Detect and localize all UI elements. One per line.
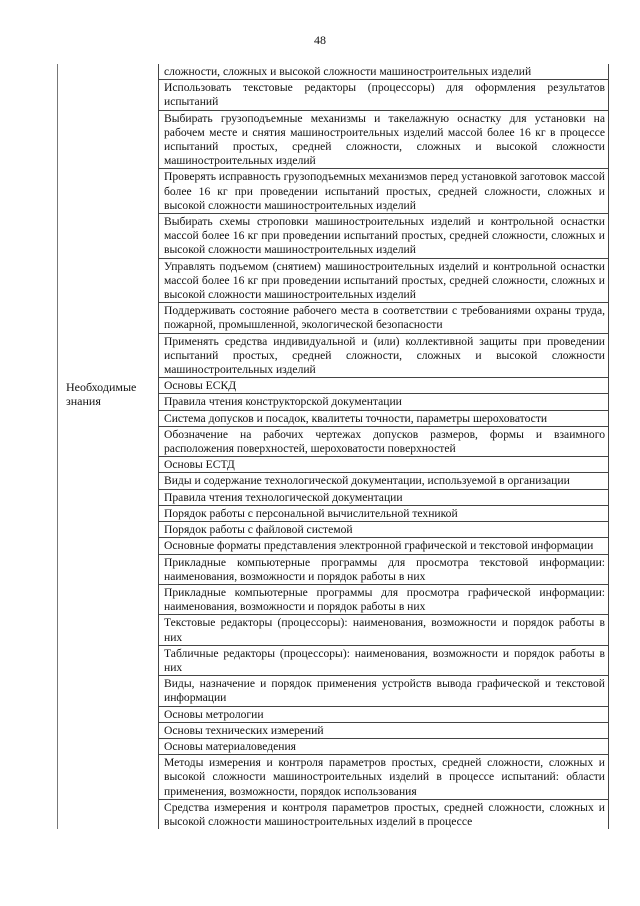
table-row: Обозначение на рабочих чертежах допусков размеров, формы и взаимного расположения поверхностей, шероховатости поверхностей xyxy=(159,427,608,457)
table-row: Использовать текстовые редакторы (процессоры) для оформления результатов испытаний xyxy=(159,80,608,110)
table-row: Выбирать схемы строповки машиностроительных изделий и контрольной оснастки массой более 16 кг при проведении испытаний простых, средней сложности, сложных и высокой сложности машиностроительных изделий xyxy=(159,214,608,259)
content-column xyxy=(159,64,609,829)
table-row: Проверять исправность грузоподъемных механизмов перед установкой заготовок массой более 16 кг при проведении испытаний простых, средней сложности, сложных и высокой сложности машиностроительных изделий xyxy=(159,169,608,214)
table-row: Основы ЕСТД xyxy=(159,457,608,473)
table-row: Табличные редакторы (процессоры): наименования, возможности и порядок работы в них xyxy=(159,646,608,676)
table-row: Система допусков и посадок, квалитеты точности, параметры шероховатости xyxy=(159,411,608,427)
page-number: 48 xyxy=(314,33,326,47)
table-row: сложности, сложных и высокой сложности машиностроительных изделий xyxy=(159,64,608,80)
table-row: Правила чтения конструкторской документации xyxy=(159,394,608,410)
table-row: Поддерживать состояние рабочего места в соответствии с требованиями охраны труда, пожарной, промышленной, экологической безопасности xyxy=(159,303,608,333)
table-row: Основы метрологии xyxy=(159,707,608,723)
table-row: Прикладные компьютерные программы для просмотра графической информации: наименования, возможности и порядок работы в них xyxy=(159,585,608,615)
table-row: Управлять подъемом (снятием) машиностроительных изделий и контрольной оснастки массой более 16 кг при проведении испытаний простых, средней сложности, сложных и высокой сложности машиностроительных изделий xyxy=(159,259,608,304)
table-row: Виды и содержание технологической документации, используемой в организации xyxy=(159,473,608,489)
table-row: Правила чтения технологической документации xyxy=(159,490,608,506)
table-row: Основные форматы представления электронной графической и текстовой информации xyxy=(159,538,608,554)
table-row: Методы измерения и контроля параметров простых, средней сложности, сложных и высокой сложности машиностроительных изделий в процессе испытаний: области применения, возможности, порядок использования xyxy=(159,755,608,800)
table-row: Основы технических измерений xyxy=(159,723,608,739)
table-row: Выбирать грузоподъемные механизмы и такелажную оснастку для установки на рабочем месте и снятия машиностроительных изделий массой более 16 кг в процессе испытаний простых, средней сложности, сложных и высокой сложности машиностроительных изделий xyxy=(159,111,608,170)
table-row: Прикладные компьютерные программы для просмотра текстовой информации: наименования, возможности и порядок работы в них xyxy=(159,555,608,585)
table-row: Основы ЕСКД xyxy=(159,378,608,394)
table-row: Текстовые редакторы (процессоры): наименования, возможности и порядок работы в них xyxy=(159,615,608,645)
table-row: Средства измерения и контроля параметров простых, средней сложности, сложных и высокой сложности машиностроительных изделий в процессе xyxy=(164,800,605,828)
table-row: Виды, назначение и порядок применения устройств вывода графической и текстовой информации xyxy=(159,676,608,706)
table-row: Основы материаловедения xyxy=(159,739,608,755)
knowledge-label: Необходимые знания xyxy=(66,380,137,408)
table-row: Применять средства индивидуальной и (или) коллективной защиты при проведении испытаний простых, средней сложности, сложных и высокой сложности машиностроительных изделий xyxy=(159,334,608,379)
table-row: Порядок работы с файловой системой xyxy=(159,522,608,538)
label-column xyxy=(58,64,159,829)
table-row: Порядок работы с персональной вычислительной техникой xyxy=(159,506,608,522)
requirements-table xyxy=(57,64,609,829)
